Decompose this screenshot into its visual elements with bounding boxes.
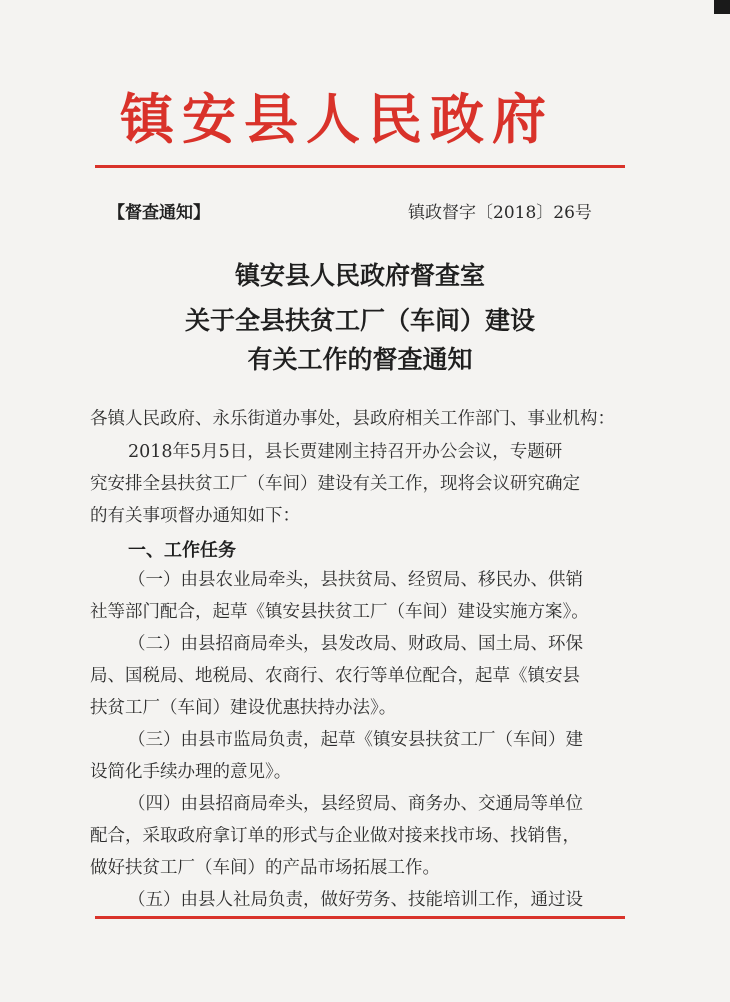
document-title-line-1: 镇安县人民政府督查室 — [234, 261, 485, 290]
body-paragraph-line: （一）由县农业局牵头，县扶贫局、经贸局、移民办、供销 — [128, 570, 583, 590]
body-paragraph-line: 做好扶贫工厂（车间）的产品市场拓展工作。 — [90, 858, 440, 878]
body-paragraph-line: 扶贫工厂（车间）建设优惠扶持办法》。 — [90, 698, 397, 718]
scan-corner-mark — [714, 0, 730, 14]
footer-red-rule — [95, 916, 625, 919]
body-paragraph-line: 2018年5月5日，县长贾建刚主持召开办公会议，专题研 — [128, 442, 563, 462]
body-paragraph-line: （三）由县市监局负责，起草《镇安县扶贫工厂（车间）建 — [128, 730, 583, 750]
body-paragraph-line: （四）由县招商局牵头，县经贸局、商务办、交通局等单位 — [128, 794, 583, 814]
issuing-authority-title: 镇安县人民政府 — [120, 87, 554, 151]
body-paragraph-line: 设简化手续办理的意见》。 — [90, 762, 292, 782]
body-paragraph-line: （二）由县招商局牵头，县发改局、财政局、国土局、环保 — [128, 634, 583, 654]
body-paragraph-line: （五）由县人社局负责，做好劳务、技能培训工作，通过设 — [128, 890, 583, 910]
document-type-label: 【督查通知】 — [108, 203, 210, 223]
addressee-line: 各镇人民政府、永乐街道办事处，县政府相关工作部门、事业机构： — [90, 409, 615, 429]
document-title-line-2: 关于全县扶贫工厂（车间）建设 — [184, 306, 535, 335]
body-paragraph-line: 究安排全县扶贫工厂（车间）建设有关工作，现将会议研究确定 — [90, 474, 580, 494]
body-paragraph-line: 的有关事项督办通知如下： — [90, 506, 300, 526]
section-heading: 一、工作任务 — [128, 540, 236, 561]
document-number: 镇政督字〔2018〕26号 — [408, 203, 592, 223]
body-paragraph-line: 局、国税局、地税局、农商行、农行等单位配合，起草《镇安县 — [90, 666, 580, 686]
document-title-line-3: 有关工作的督查通知 — [247, 345, 473, 374]
header-red-rule — [95, 165, 625, 168]
body-paragraph-line: 配合，采取政府拿订单的形式与企业做对接来找市场、找销售， — [90, 826, 580, 846]
body-paragraph-line: 社等部门配合，起草《镇安县扶贫工厂（车间）建设实施方案》。 — [90, 602, 589, 622]
